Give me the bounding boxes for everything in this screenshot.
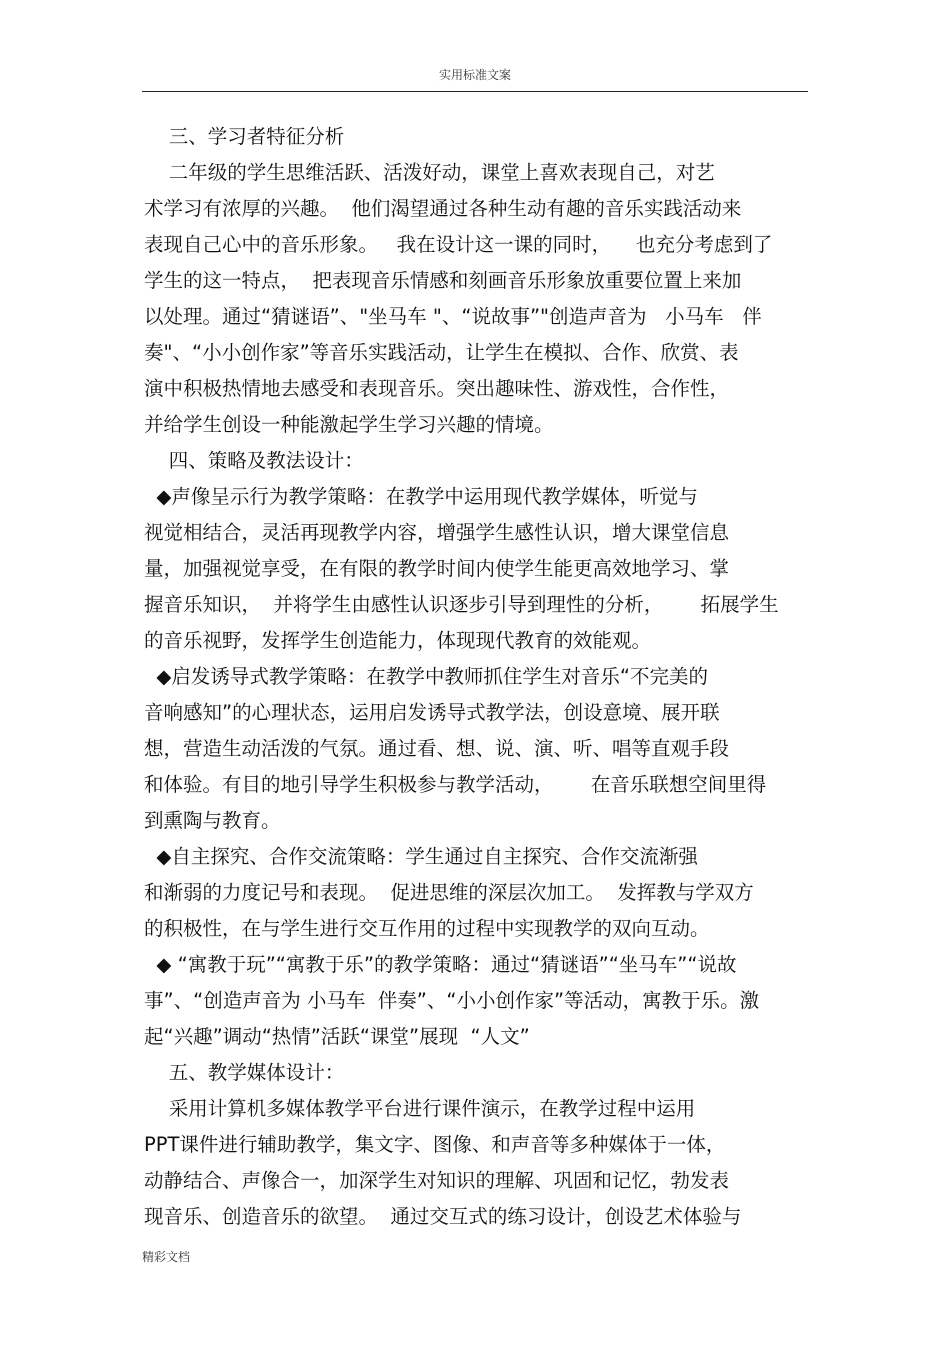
text-line: 学生的这一特点， 把表现音乐情感和刻画音乐形象放重要位置上来加 (144, 269, 742, 292)
text-line: 量，加强视觉享受，在有限的教学时间内使学生能更高效地学习、掌 (144, 557, 730, 580)
section-heading: 四、策略及教法设计： (144, 449, 364, 472)
text-line: ◆自主探究、合作交流策略：学生通过自主探究、合作交流渐强 (144, 845, 698, 868)
text-line: 到熏陶与教育。 (144, 809, 281, 832)
text-line: 现音乐、创造音乐的欲望。 通过交互式的练习设计，创设艺术体验与 (144, 1205, 742, 1228)
text-line: 音响感知”的心理状态，运用启发诱导式教学法，创设意境、展开联 (144, 701, 720, 724)
text-line: 术学习有浓厚的兴趣。 他们渴望通过各种生动有趣的音乐实践活动来 (144, 197, 742, 220)
text-line: 奏"、“小小创作家”等音乐实践活动，让学生在模拟、合作、欣赏、表 (144, 341, 739, 364)
text-line: 起“兴趣”调动“热情”活跃“课堂”展现 “人文” (144, 1025, 530, 1048)
header-divider (142, 91, 808, 92)
text-line: 和体验。有目的地引导学生积极参与教学活动， 在音乐联想空间里得 (144, 773, 767, 796)
text-line: 视觉相结合，灵活再现教学内容，增强学生感性认识，增大课堂信息 (144, 521, 730, 544)
text-line: 的音乐视野，发挥学生创造能力，体现现代教育的效能观。 (144, 629, 652, 652)
text-line: 演中积极热情地去感受和表现音乐。突出趣味性、游戏性，合作性， (144, 377, 730, 400)
text-line: 表现自己心中的音乐形象。 我在设计这一课的同时， 也充分考虑到了 (144, 233, 773, 256)
text-line: ◆启发诱导式教学策略：在教学中教师抓住学生对音乐“不完美的 (144, 665, 708, 688)
section-heading: 五、教学媒体设计： (144, 1061, 345, 1084)
text-line: 二年级的学生思维活跃、活泼好动，课堂上喜欢表现自己，对艺 (144, 161, 715, 184)
text-line: 想，营造生动活泼的气氛。通过看、想、说、演、听、唱等直观手段 (144, 737, 730, 760)
text-line: 以处理。通过“猜谜语”、"坐马车 "、“说故事”"创造声音为 小马车 伴 (144, 305, 762, 328)
text-line: 动静结合、声像合一，加深学生对知识的理解、巩固和记忆，勃发表 (144, 1169, 730, 1192)
text-line: 三、学习者特征分析 (144, 125, 345, 148)
text-line: ◆ “寓教于玩”“寓教于乐”的教学策略：通过“猜谜语”“坐马车”“说故 (144, 953, 737, 976)
text-line: ◆声像呈示行为教学策略：在教学中运用现代教学媒体，听觉与 (144, 485, 698, 508)
page-header: 实用标准文案 (438, 68, 511, 82)
text-line: 的积极性，在与学生进行交互作用的过程中实现教学的双向互动。 (144, 917, 710, 940)
text-line: 事”、“创造声音为 小马车 伴奏”、“小小创作家”等活动，寓教于乐。激 (144, 989, 760, 1012)
text-line: PPT课件进行辅助教学，集文字、图像、和声音等多种媒体于一体， (144, 1133, 726, 1156)
text-line: 采用计算机多媒体教学平台进行课件演示，在教学过程中运用 (144, 1097, 696, 1120)
text-line: 和渐弱的力度记号和表现。 促进思维的深层次加工。 发挥教与学双方 (144, 881, 754, 904)
text-line: 握音乐知识， 并将学生由感性认识逐步引导到理性的分析， 拓展学生 (144, 593, 779, 616)
text-line: 并给学生创设一种能激起学生学习兴趣的情境。 (144, 413, 554, 436)
page-footer: 精彩文档 (142, 1250, 191, 1264)
